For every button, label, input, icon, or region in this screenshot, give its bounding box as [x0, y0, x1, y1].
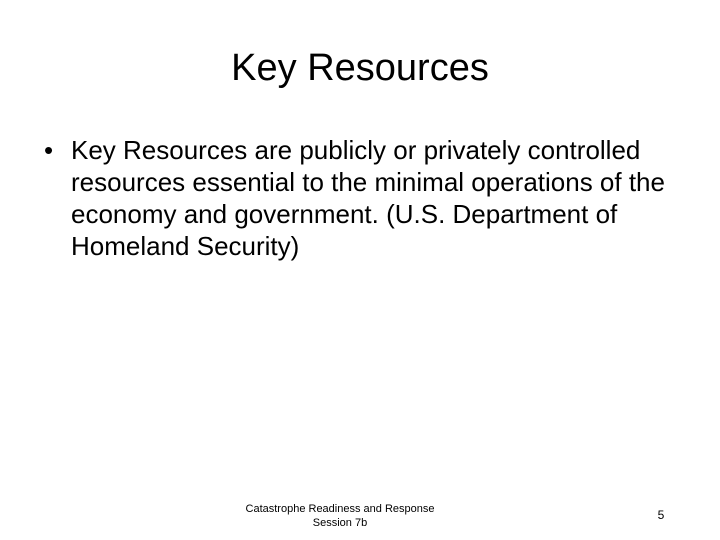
bullet-text: Key Resources are publicly or privately controlled resources essential to the minimal operations of the economy and government. (U.S. Department of Homeland Security) — [71, 135, 665, 261]
footer-course-title: Catastrophe Readiness and Response — [245, 503, 435, 515]
page-number: 5 — [657, 508, 665, 522]
bullet-item — [44, 134, 684, 262]
footer-session: Session 7b — [312, 517, 368, 529]
slide-title: Key Resources — [231, 47, 489, 89]
slide-footer — [220, 502, 460, 530]
bullet-list — [44, 134, 684, 262]
bullet-point-icon: • — [44, 135, 54, 165]
